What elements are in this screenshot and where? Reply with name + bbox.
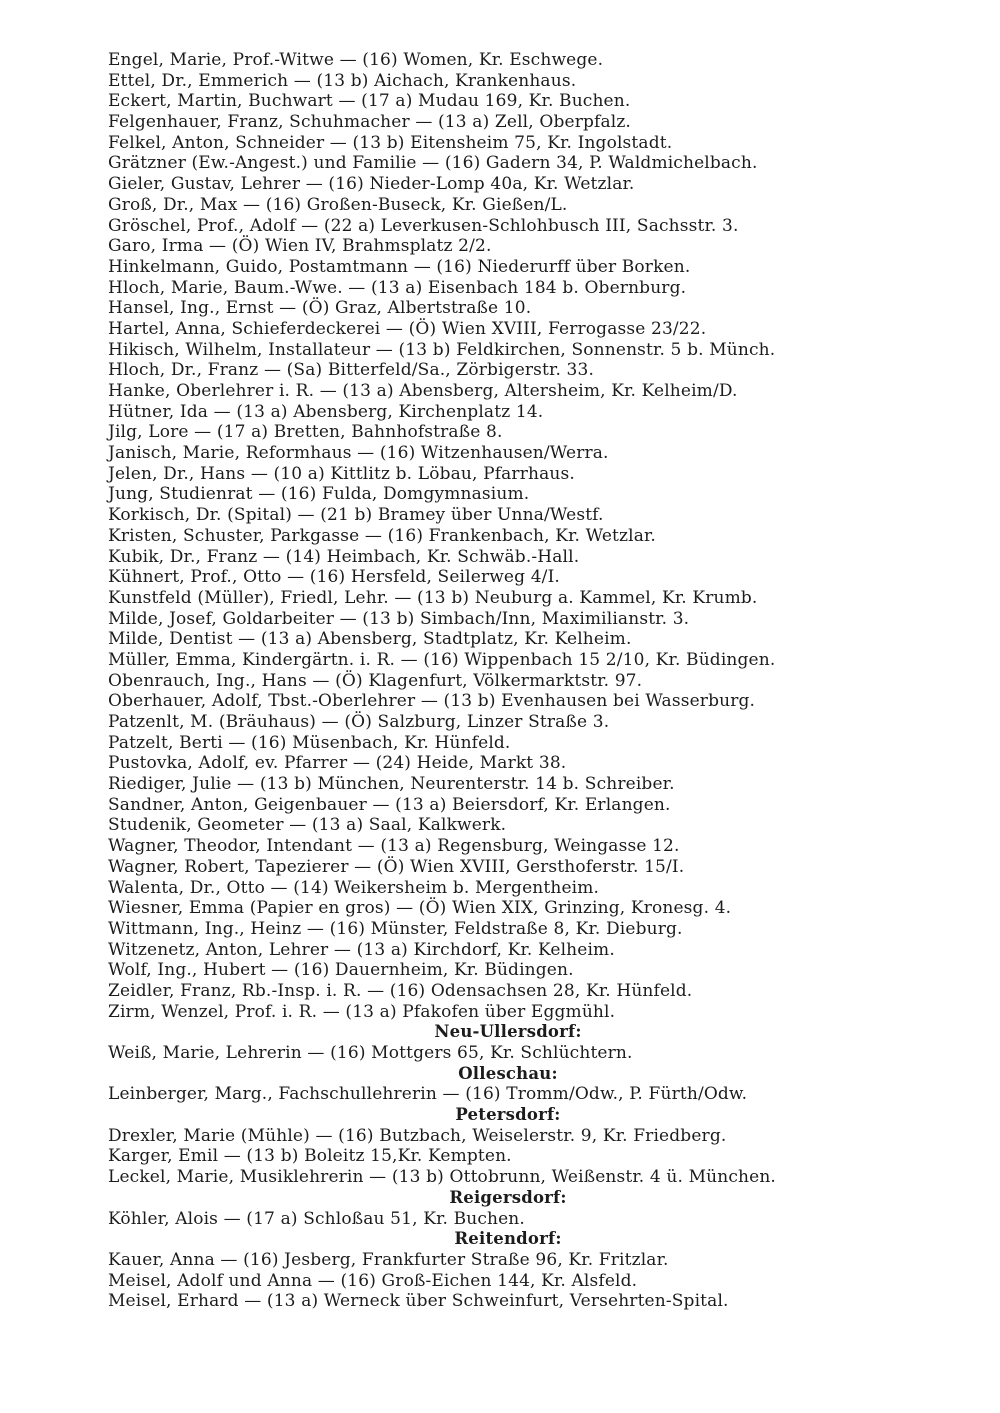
list-entry: Hütner, Ida — (13 a) Abensberg, Kirchenplatz 14. [108, 401, 544, 422]
list-entry: Eckert, Martin, Buchwart — (17 a) Mudau 169, Kr. Buchen. [108, 91, 631, 112]
list-entry: Müller, Emma, Kindergärtn. i. R. — (16) Wippenbach 15 2/10, Kr. Büdingen. [108, 649, 776, 670]
list-entry: Jelen, Dr., Hans — (10 a) Kittlitz b. Löbau, Pfarrhaus. [108, 463, 575, 484]
list-entry: Wagner, Robert, Tapezierer — (Ö) Wien XVIII, Gersthoferstr. 15/I. [108, 856, 685, 877]
list-entry: Grätzner (Ew.-Angest.) und Familie — (16) Gadern 34, P. Waldmichelbach. [108, 153, 758, 174]
list-entry: Sandner, Anton, Geigenbauer — (13 a) Beiersdorf, Kr. Erlangen. [108, 794, 671, 815]
list-entry: Milde, Josef, Goldarbeiter — (13 b) Simbach/Inn, Maximilianstr. 3. [108, 608, 690, 629]
list-entry: Kauer, Anna — (16) Jesberg, Frankfurter Straße 96, Kr. Fritzlar. [108, 1249, 669, 1270]
list-entry: Kunstfeld (Müller), Friedl, Lehr. — (13 b) Neuburg a. Kammel, Kr. Krumb. [108, 587, 758, 608]
list-entry: Jilg, Lore — (17 a) Bretten, Bahnhofstraße 8. [108, 422, 503, 443]
list-entry: Kühnert, Prof., Otto — (16) Hersfeld, Seilerweg 4/I. [108, 567, 560, 588]
list-entry: Obenrauch, Ing., Hans — (Ö) Klagenfurt, Völkermarktstr. 97. [108, 670, 643, 691]
list-entry: Hansel, Ing., Ernst — (Ö) Graz, Albertstraße 10. [108, 298, 532, 319]
list-entry: Groß, Dr., Max — (16) Großen-Buseck, Kr. Gießen/L. [108, 194, 568, 215]
list-entry: Kubik, Dr., Franz — (14) Heimbach, Kr. Schwäb.-Hall. [108, 546, 580, 567]
list-entry: Zeidler, Franz, Rb.-Insp. i. R. — (16) Odensachsen 28, Kr. Hünfeld. [108, 980, 693, 1001]
list-entry: Gieler, Gustav, Lehrer — (16) Nieder-Lomp 40a, Kr. Wetzlar. [108, 174, 635, 195]
list-entry: Hanke, Oberlehrer i. R. — (13 a) Abensberg, Altersheim, Kr. Kelheim/D. [108, 381, 738, 401]
list-entry: Felkel, Anton, Schneider — (13 b) Eitensheim 75, Kr. Ingolstadt. [108, 132, 673, 153]
list-entry: Hartel, Anna, Schieferdeckerei — (Ö) Wien XVIII, Ferrogasse 23/22. [108, 318, 707, 339]
list-entry: Gröschel, Prof., Adolf — (22 a) Leverkusen-Schlohbusch III, Sachsstr. 3. [108, 215, 739, 236]
list-entry: Pustovka, Adolf, ev. Pfarrer — (24) Heide, Markt 38. [108, 753, 567, 774]
list-entry: Patzenlt, M. (Bräuhaus) — (Ö) Salzburg, Linzer Straße 3. [108, 712, 610, 732]
list-entry: Zirm, Wenzel, Prof. i. R. — (13 a) Pfakofen über Eggmühl. [108, 1001, 616, 1022]
list-entry: Drexler, Marie (Mühle) — (16) Butzbach, Weiselerstr. 9, Kr. Friedberg. [108, 1125, 727, 1146]
list-entry: Wiesner, Emma (Papier en gros) — (Ö) Wien XIX, Grinzing, Kronesg. 4. [108, 898, 732, 919]
section-heading-reitendorf: Reitendorf: [454, 1229, 562, 1249]
list-entry: Studenik, Geometer — (13 a) Saal, Kalkwerk. [108, 815, 507, 836]
list-entry: Jung, Studienrat — (16) Fulda, Domgymnasium. [108, 484, 530, 505]
list-entry: Walenta, Dr., Otto — (14) Weikersheim b. Mergentheim. [108, 877, 600, 898]
list-entry: Korkisch, Dr. (Spital) — (21 b) Bramey über Unna/Westf. [108, 505, 604, 526]
list-entry: Garo, Irma — (Ö) Wien IV, Brahmsplatz 2/2. [108, 236, 492, 257]
address-list [108, 50, 868, 1312]
section-heading-petersdorf: Petersdorf: [455, 1105, 561, 1125]
list-entry: Wagner, Theodor, Intendant — (13 a) Regensburg, Weingasse 12. [108, 836, 680, 857]
section-heading-neu-ullersdorf: Neu-Ullersdorf: [434, 1022, 582, 1042]
list-entry: Hloch, Dr., Franz — (Sa) Bitterfeld/Sa., Zörbigerstr. 33. [108, 360, 595, 381]
list-entry: Leckel, Marie, Musiklehrerin — (13 b) Ottobrunn, Weißenstr. 4 ü. München. [108, 1167, 776, 1188]
list-entry: Meisel, Erhard — (13 a) Werneck über Schweinfurt, Versehrten-Spital. [108, 1291, 729, 1312]
list-entry: Hloch, Marie, Baum.-Wwe. — (13 a) Eisenbach 184 b. Obernburg. [108, 277, 687, 298]
list-entry: Weiß, Marie, Lehrerin — (16) Mottgers 65, Kr. Schlüchtern. [108, 1043, 633, 1063]
list-entry: Felgenhauer, Franz, Schuhmacher — (13 a) Zell, Oberpfalz. [108, 112, 631, 133]
list-entry: Oberhauer, Adolf, Tbst.-Oberlehrer — (13 b) Evenhausen bei Wasserburg. [108, 691, 756, 712]
list-entry: Engel, Marie, Prof.-Witwe — (16) Women, Kr. Eschwege. [108, 50, 604, 70]
list-entry: Hikisch, Wilhelm, Installateur — (13 b) Feldkirchen, Sonnenstr. 5 b. Münch. [108, 339, 776, 360]
list-entry: Leinberger, Marg., Fachschullehrerin — (16) Tromm/Odw., P. Fürth/Odw. [108, 1084, 748, 1105]
list-entry: Köhler, Alois — (17 a) Schloßau 51, Kr. Buchen. [108, 1208, 525, 1229]
list-entry: Meisel, Adolf und Anna — (16) Groß-Eichen 144, Kr. Alsfeld. [108, 1270, 638, 1291]
list-entry: Milde, Dentist — (13 a) Abensberg, Stadtplatz, Kr. Kelheim. [108, 629, 632, 650]
list-entry: Hinkelmann, Guido, Postamtmann — (16) Niederurff über Borken. [108, 256, 691, 277]
section-heading-olleschau: Olleschau: [458, 1063, 558, 1083]
section-heading-reigersdorf: Reigersdorf: [449, 1187, 567, 1207]
list-entry: Witzenetz, Anton, Lehrer — (13 a) Kirchdorf, Kr. Kelheim. [108, 939, 615, 960]
list-entry: Wolf, Ing., Hubert — (16) Dauernheim, Kr. Büdingen. [108, 960, 574, 981]
list-entry: Patzelt, Berti — (16) Müsenbach, Kr. Hünfeld. [108, 732, 511, 753]
list-entry: Riediger, Julie — (13 b) München, Neurenterstr. 14 b. Schreiber. [108, 774, 675, 795]
list-entry: Kristen, Schuster, Parkgasse — (16) Frankenbach, Kr. Wetzlar. [108, 525, 656, 546]
list-entry: Karger, Emil — (13 b) Boleitz 15,Kr. Kempten. [108, 1146, 512, 1167]
list-entry: Wittmann, Ing., Heinz — (16) Münster, Feldstraße 8, Kr. Dieburg. [108, 918, 683, 939]
list-entry: Ettel, Dr., Emmerich — (13 b) Aichach, Krankenhaus. [108, 70, 577, 91]
list-entry: Janisch, Marie, Reformhaus — (16) Witzenhausen/Werra. [108, 443, 609, 464]
